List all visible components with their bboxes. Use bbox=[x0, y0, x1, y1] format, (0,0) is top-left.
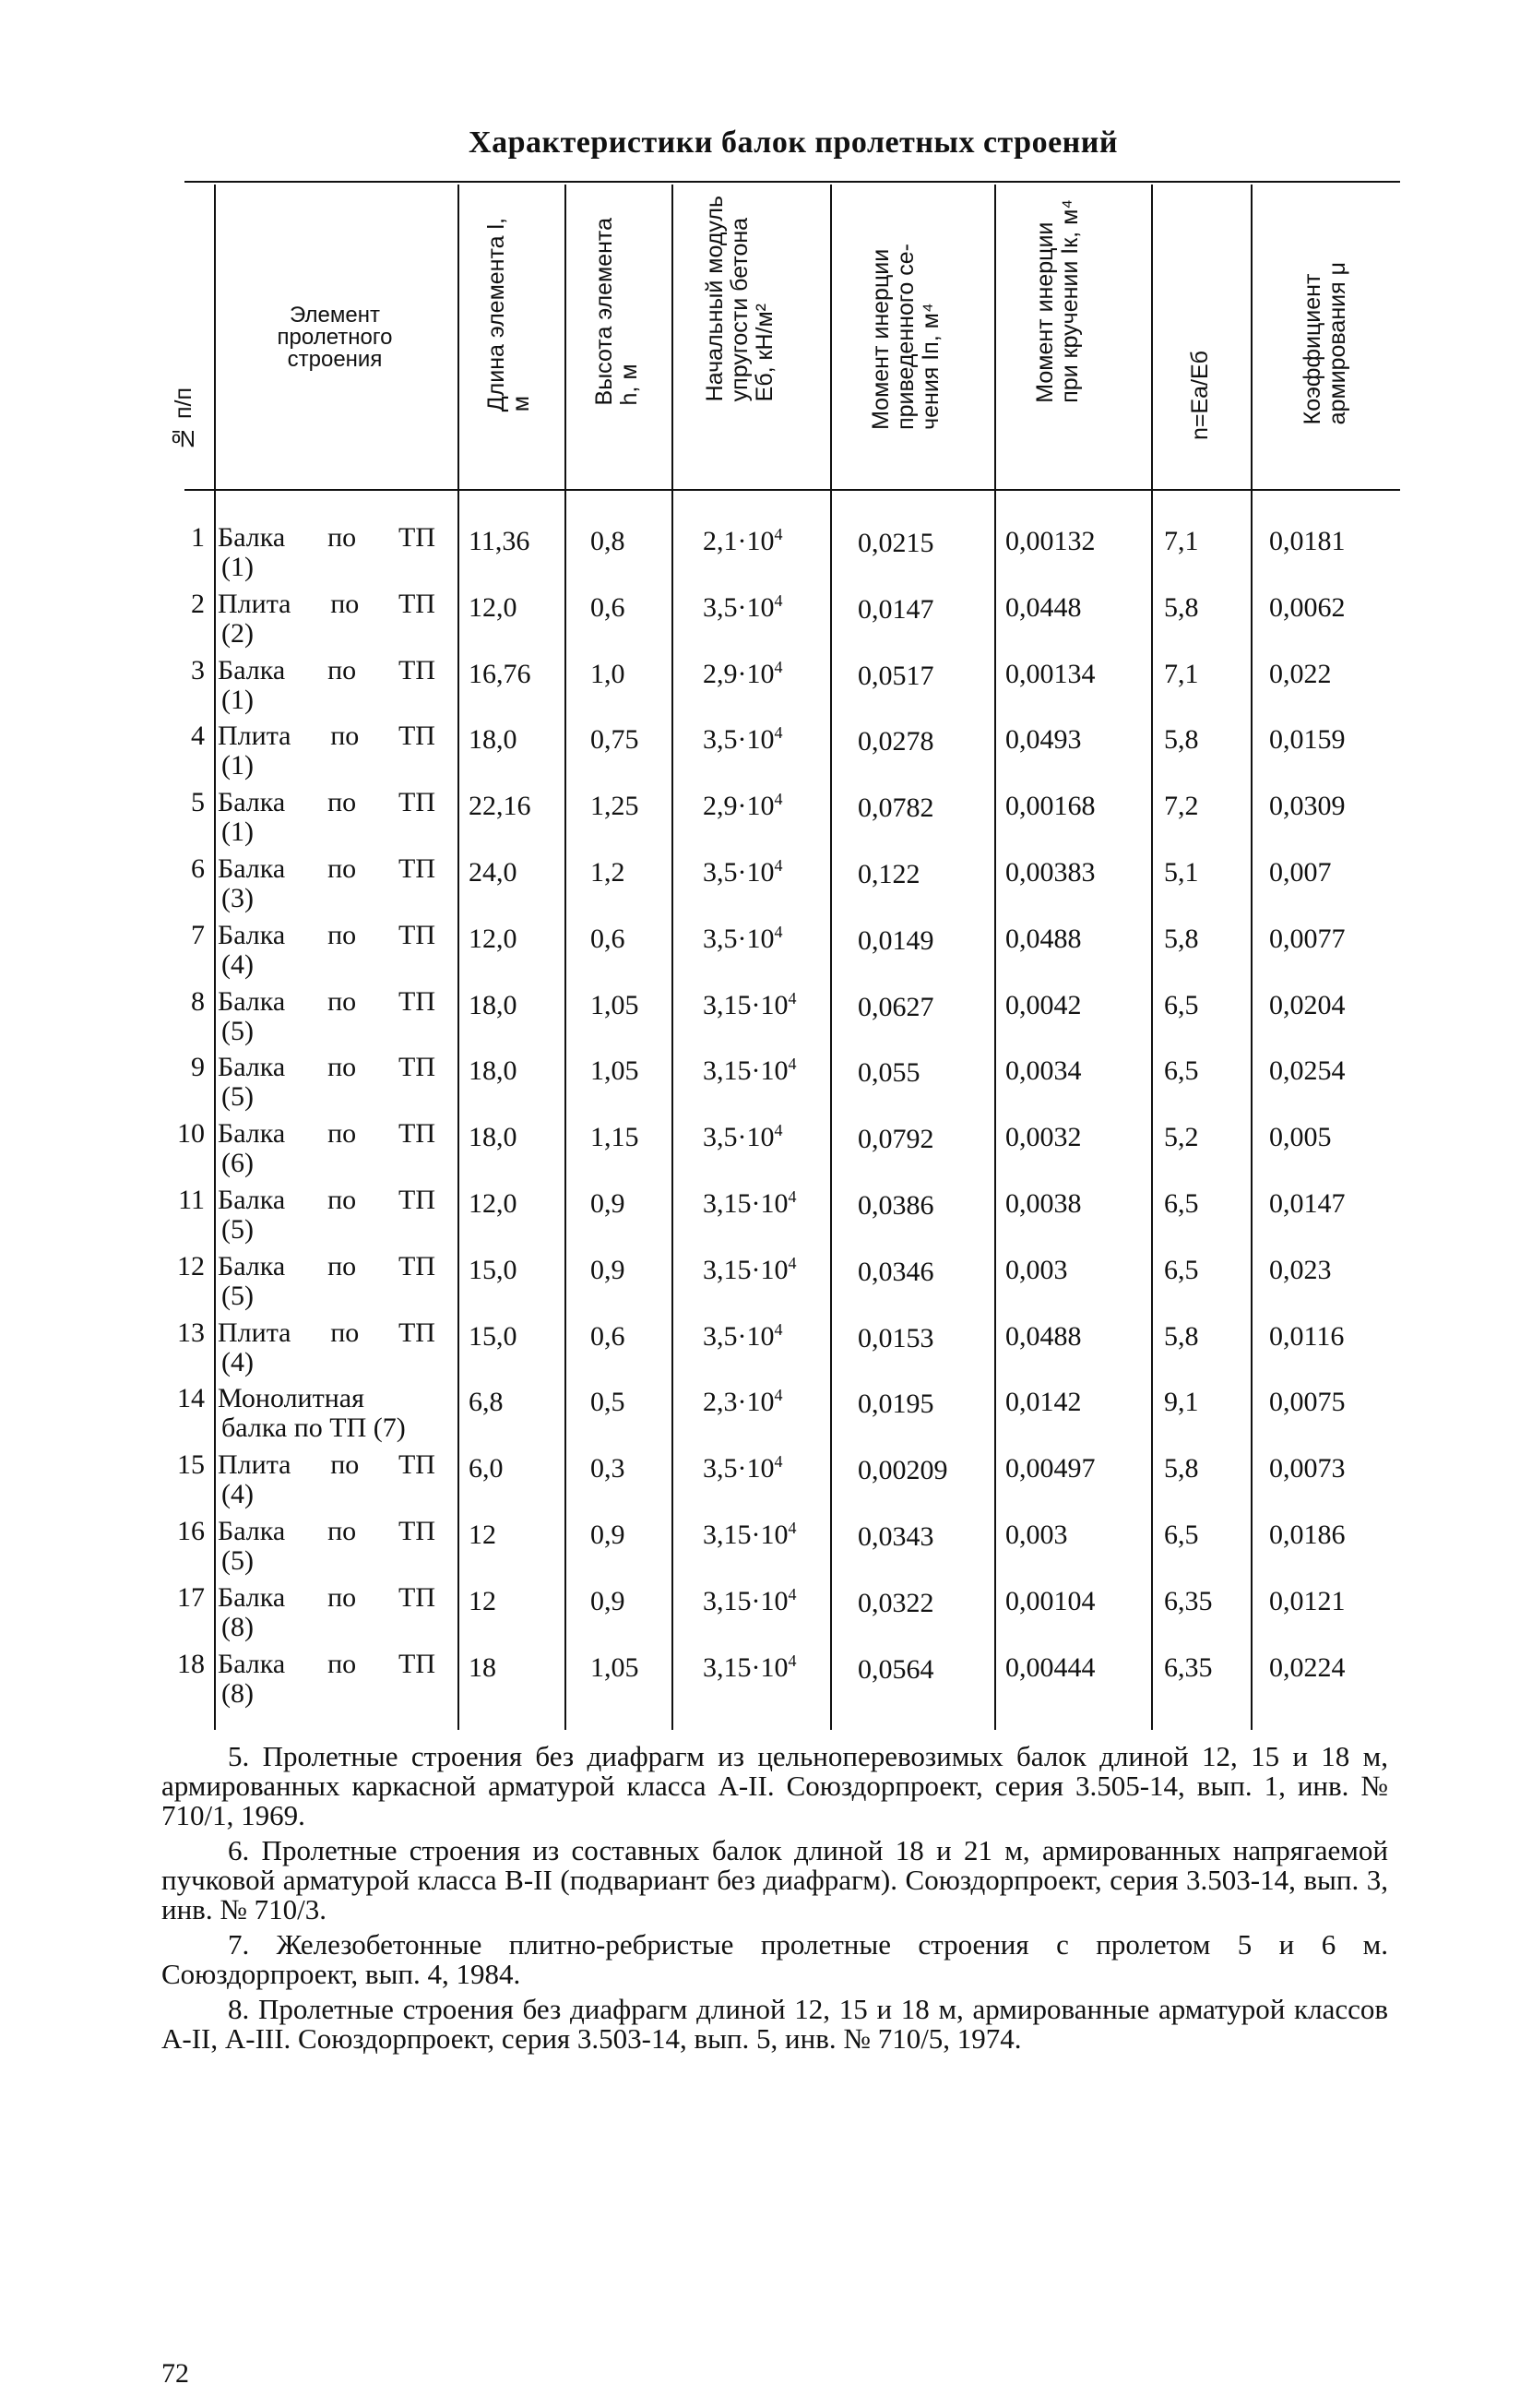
inertia-reduced-value: 0,0386 bbox=[858, 1190, 934, 1221]
ratio-value: 6,35 bbox=[1164, 1585, 1213, 1616]
height-value: 0,9 bbox=[590, 1254, 625, 1285]
ratio-value: 5,8 bbox=[1164, 724, 1199, 756]
inertia-torsion-value: 0,00168 bbox=[1005, 791, 1096, 822]
inertia-torsion-value: 0,0488 bbox=[1005, 923, 1082, 954]
element-name: Балка по ТП bbox=[218, 919, 435, 950]
height-value: 1,05 bbox=[590, 1651, 639, 1683]
ratio-value: 7,1 bbox=[1164, 658, 1199, 689]
row-number: 10 bbox=[177, 1118, 205, 1150]
modulus-value: $3,5\cdot 10^4$ bbox=[703, 922, 783, 954]
table-row bbox=[0, 853, 1520, 920]
inertia-torsion-value: 0,0142 bbox=[1005, 1387, 1082, 1418]
element-ref: (4) bbox=[221, 1346, 254, 1377]
header-inertia-torsion: Момент инерции при кручении Iк, м⁴ bbox=[1032, 199, 1083, 403]
table-row bbox=[0, 1118, 1520, 1185]
height-value: 1,05 bbox=[590, 1055, 639, 1087]
length-value: 6,8 bbox=[469, 1387, 504, 1418]
row-number: 11 bbox=[178, 1185, 205, 1215]
modulus-value: $3,15\cdot 10^4$ bbox=[703, 1519, 797, 1550]
row-number: 7 bbox=[191, 919, 205, 950]
element-ref: (5) bbox=[221, 1015, 254, 1046]
element-name: Плита по ТП bbox=[218, 1449, 435, 1481]
note-item: 6. Пролетные строения из составных балок длиной 18 и 21 м, армированных напрягаемой пучковой арматурой класса В-II (подвариант без диафрагм). Союздорпроект, серия 3.503-14, вып. 3, инв. № 710/3. bbox=[161, 1834, 1388, 1925]
height-value: 1,0 bbox=[590, 658, 625, 689]
element-name: Балка по ТП bbox=[218, 1581, 435, 1613]
reinforcement-value: 0,0186 bbox=[1269, 1520, 1346, 1550]
element-name: Балка по ТП bbox=[218, 985, 435, 1017]
reinforcement-value: 0,023 bbox=[1269, 1254, 1332, 1285]
length-value: 6,0 bbox=[469, 1453, 504, 1484]
row-number: 9 bbox=[191, 1052, 205, 1083]
row-number: 6 bbox=[191, 853, 205, 884]
length-value: 24,0 bbox=[469, 857, 517, 888]
ratio-value: 5,8 bbox=[1164, 1320, 1199, 1352]
modulus-value: $3,15\cdot 10^4$ bbox=[703, 1584, 797, 1616]
page-title: Характеристики балок пролетных строений bbox=[469, 125, 1118, 160]
table-row bbox=[0, 655, 1520, 721]
height-value: 0,75 bbox=[590, 724, 639, 756]
row-number: 18 bbox=[177, 1648, 205, 1679]
note-item: 7. Железобетонные плитно-ребристые пролетные строения с пролетом 5 и 6 м. Союздорпроект, вып. 4, 1984. bbox=[161, 1928, 1388, 1990]
modulus-value: $3,5\cdot 10^4$ bbox=[703, 1452, 783, 1484]
ratio-value: 6,5 bbox=[1164, 1188, 1199, 1219]
row-number: 15 bbox=[177, 1449, 205, 1481]
inertia-torsion-value: 0,003 bbox=[1005, 1254, 1068, 1285]
element-name: Балка по ТП bbox=[218, 1648, 435, 1679]
element-ref: (2) bbox=[221, 617, 254, 649]
modulus-value: $3,15\cdot 10^4$ bbox=[703, 1187, 797, 1219]
reinforcement-value: 0,0121 bbox=[1269, 1585, 1346, 1616]
length-value: 12,0 bbox=[469, 923, 517, 954]
reinforcement-value: 0,0181 bbox=[1269, 526, 1346, 556]
reinforcement-value: 0,007 bbox=[1269, 857, 1332, 888]
inertia-torsion-value: 0,00132 bbox=[1005, 526, 1096, 556]
ratio-value: 6,5 bbox=[1164, 1055, 1199, 1087]
ratio-value: 6,5 bbox=[1164, 1254, 1199, 1285]
table-header-rule bbox=[184, 489, 1400, 491]
inertia-reduced-value: 0,0195 bbox=[858, 1389, 934, 1420]
inertia-torsion-value: 0,0042 bbox=[1005, 989, 1082, 1020]
note-item: 5. Пролетные строения без диафрагм из цельноперевозимых балок длиной 12, 15 и 18 м, армированных каркасной арматурой класса А-II. Союздорпроект, серия 3.505-14, вып. 1, инв. № 710/1, 1969. bbox=[161, 1740, 1388, 1831]
ratio-value: 5,1 bbox=[1164, 857, 1199, 888]
inertia-torsion-value: 0,00134 bbox=[1005, 658, 1096, 689]
header-inertia-reduced: Момент инерции приведенного се- чения Iп, м⁴ bbox=[868, 244, 944, 430]
modulus-value: $3,15\cdot 10^4$ bbox=[703, 988, 797, 1020]
element-ref: (5) bbox=[221, 1545, 254, 1576]
ratio-value: 9,1 bbox=[1164, 1387, 1199, 1418]
element-ref: (1) bbox=[221, 817, 254, 848]
height-value: 0,9 bbox=[590, 1520, 625, 1550]
row-number: 13 bbox=[177, 1317, 205, 1348]
table-row bbox=[0, 1185, 1520, 1251]
inertia-torsion-value: 0,00444 bbox=[1005, 1651, 1096, 1683]
element-ref: (5) bbox=[221, 1280, 254, 1311]
page-number: 72 bbox=[161, 2358, 189, 2389]
row-number: 1 bbox=[191, 522, 205, 553]
modulus-value: $3,15\cdot 10^4$ bbox=[703, 1651, 797, 1683]
element-name: Балка по ТП bbox=[218, 1052, 435, 1083]
element-name: Плита по ТП bbox=[218, 1317, 435, 1348]
ratio-value: 7,1 bbox=[1164, 526, 1199, 556]
length-value: 11,36 bbox=[469, 526, 530, 556]
element-ref: (8) bbox=[221, 1677, 254, 1709]
inertia-reduced-value: 0,0792 bbox=[858, 1124, 934, 1155]
length-value: 12,0 bbox=[469, 1188, 517, 1219]
reinforcement-value: 0,0077 bbox=[1269, 923, 1346, 954]
modulus-value: $3,5\cdot 10^4$ bbox=[703, 856, 783, 888]
length-value: 22,16 bbox=[469, 791, 531, 822]
header-height: Высота элемента h, м bbox=[591, 218, 642, 406]
ratio-value: 5,2 bbox=[1164, 1122, 1199, 1153]
inertia-reduced-value: 0,055 bbox=[858, 1057, 920, 1089]
ratio-value: 6,35 bbox=[1164, 1651, 1213, 1683]
height-value: 0,3 bbox=[590, 1453, 625, 1484]
inertia-reduced-value: 0,122 bbox=[858, 859, 920, 889]
inertia-reduced-value: 0,0564 bbox=[858, 1653, 934, 1685]
reinforcement-value: 0,0224 bbox=[1269, 1651, 1346, 1683]
height-value: 1,25 bbox=[590, 791, 639, 822]
element-name: Балка по ТП bbox=[218, 522, 435, 553]
modulus-value: $2,9\cdot 10^4$ bbox=[703, 657, 783, 689]
header-modulus: Начальный модуль упругости бетона Eб, кН/м² bbox=[702, 196, 778, 402]
row-number: 4 bbox=[191, 721, 205, 752]
inertia-torsion-value: 0,003 bbox=[1005, 1520, 1068, 1550]
row-number: 12 bbox=[177, 1250, 205, 1281]
inertia-reduced-value: 0,0322 bbox=[858, 1587, 934, 1618]
row-number: 2 bbox=[191, 588, 205, 619]
reinforcement-value: 0,0062 bbox=[1269, 591, 1346, 623]
table-row bbox=[0, 1582, 1520, 1649]
element-ref: (8) bbox=[221, 1611, 254, 1642]
table-top-rule bbox=[184, 181, 1400, 183]
inertia-reduced-value: 0,00209 bbox=[858, 1455, 948, 1486]
inertia-reduced-value: 0,0153 bbox=[858, 1322, 934, 1353]
element-name: Балка по ТП bbox=[218, 1516, 435, 1546]
table-row bbox=[0, 1516, 1520, 1582]
element-ref: (4) bbox=[221, 1479, 254, 1510]
inertia-torsion-value: 0,0493 bbox=[1005, 724, 1082, 756]
length-value: 18,0 bbox=[469, 989, 517, 1020]
element-name: Балка по ТП bbox=[218, 787, 435, 818]
header-length: Длина элемента l, м bbox=[483, 218, 534, 412]
table-row bbox=[0, 1317, 1520, 1384]
reinforcement-value: 0,022 bbox=[1269, 658, 1332, 689]
table-row bbox=[0, 1383, 1520, 1449]
table-row bbox=[0, 1251, 1520, 1317]
inertia-torsion-value: 0,0488 bbox=[1005, 1320, 1082, 1352]
header-element: Элемент пролетного строения bbox=[277, 303, 393, 372]
length-value: 12,0 bbox=[469, 591, 517, 623]
inertia-torsion-value: 0,0034 bbox=[1005, 1055, 1082, 1087]
length-value: 18,0 bbox=[469, 1122, 517, 1153]
reinforcement-value: 0,0309 bbox=[1269, 791, 1346, 822]
ratio-value: 5,8 bbox=[1164, 591, 1199, 623]
element-name: Балка по ТП bbox=[218, 853, 435, 884]
notes bbox=[161, 1742, 1388, 2059]
reinforcement-value: 0,0254 bbox=[1269, 1055, 1346, 1087]
inertia-reduced-value: 0,0343 bbox=[858, 1521, 934, 1552]
inertia-reduced-value: 0,0627 bbox=[858, 991, 934, 1022]
modulus-value: $2,1\cdot 10^4$ bbox=[703, 525, 783, 556]
inertia-reduced-value: 0,0782 bbox=[858, 793, 934, 824]
reinforcement-value: 0,0075 bbox=[1269, 1387, 1346, 1418]
ratio-value: 5,8 bbox=[1164, 923, 1199, 954]
element-ref: (5) bbox=[221, 1081, 254, 1113]
inertia-torsion-value: 0,00383 bbox=[1005, 857, 1096, 888]
table-row bbox=[0, 986, 1520, 1053]
height-value: 1,05 bbox=[590, 989, 639, 1020]
height-value: 0,5 bbox=[590, 1387, 625, 1418]
length-value: 18 bbox=[469, 1651, 496, 1683]
row-number: 14 bbox=[177, 1383, 205, 1414]
length-value: 15,0 bbox=[469, 1320, 517, 1352]
ratio-value: 6,5 bbox=[1164, 989, 1199, 1020]
table-row bbox=[0, 787, 1520, 853]
length-value: 18,0 bbox=[469, 1055, 517, 1087]
table-row bbox=[0, 1649, 1520, 1715]
height-value: 0,8 bbox=[590, 526, 625, 556]
table-row bbox=[0, 522, 1520, 589]
modulus-value: $3,5\cdot 10^4$ bbox=[703, 723, 783, 756]
height-value: 0,6 bbox=[590, 1320, 625, 1352]
length-value: 18,0 bbox=[469, 724, 517, 756]
length-value: 15,0 bbox=[469, 1254, 517, 1285]
reinforcement-value: 0,0159 bbox=[1269, 724, 1346, 756]
height-value: 0,9 bbox=[590, 1188, 625, 1219]
inertia-torsion-value: 0,0448 bbox=[1005, 591, 1082, 623]
header-num: № п/п bbox=[171, 387, 196, 451]
row-number: 5 bbox=[191, 787, 205, 818]
header-ratio: n=Eа/Eб bbox=[1187, 351, 1213, 441]
element-name: Балка по ТП bbox=[218, 654, 435, 685]
element-ref: (4) bbox=[221, 948, 254, 980]
modulus-value: $3,5\cdot 10^4$ bbox=[703, 1319, 783, 1352]
ratio-value: 6,5 bbox=[1164, 1520, 1199, 1550]
inertia-torsion-value: 0,0032 bbox=[1005, 1122, 1082, 1153]
height-value: 0,6 bbox=[590, 923, 625, 954]
reinforcement-value: 0,005 bbox=[1269, 1122, 1332, 1153]
inertia-reduced-value: 0,0346 bbox=[858, 1256, 934, 1287]
row-number: 8 bbox=[191, 985, 205, 1017]
element-name: Плита по ТП bbox=[218, 588, 435, 619]
length-value: 12 bbox=[469, 1585, 496, 1616]
element-ref: (5) bbox=[221, 1214, 254, 1245]
element-name: Монолитная bbox=[218, 1383, 364, 1414]
length-value: 12 bbox=[469, 1520, 496, 1550]
length-value: 16,76 bbox=[469, 658, 531, 689]
table-row bbox=[0, 1052, 1520, 1118]
height-value: 1,15 bbox=[590, 1122, 639, 1153]
modulus-value: $3,15\cdot 10^4$ bbox=[703, 1253, 797, 1285]
element-ref: (1) bbox=[221, 750, 254, 781]
row-number: 3 bbox=[191, 654, 205, 685]
modulus-value: $2,3\cdot 10^4$ bbox=[703, 1386, 783, 1418]
note-item: 8. Пролетные строения без диафрагм длиной 12, 15 и 18 м, армированные арматурой классов А-II, А-III. Союздорпроект, серия 3.503-14, вып. 5, инв. № 710/5, 1974. bbox=[161, 1993, 1388, 2055]
reinforcement-value: 0,0073 bbox=[1269, 1453, 1346, 1484]
height-value: 0,9 bbox=[590, 1585, 625, 1616]
table-row bbox=[0, 721, 1520, 787]
height-value: 1,2 bbox=[590, 857, 625, 888]
modulus-value: $3,5\cdot 10^4$ bbox=[703, 1121, 783, 1153]
row-number: 17 bbox=[177, 1581, 205, 1613]
inertia-reduced-value: 0,0278 bbox=[858, 726, 934, 757]
element-name: Балка по ТП bbox=[218, 1250, 435, 1281]
modulus-value: $2,9\cdot 10^4$ bbox=[703, 790, 783, 822]
modulus-value: $3,5\cdot 10^4$ bbox=[703, 590, 783, 623]
table-row bbox=[0, 589, 1520, 655]
element-ref: (1) bbox=[221, 684, 254, 715]
inertia-reduced-value: 0,0215 bbox=[858, 528, 934, 558]
ratio-value: 7,2 bbox=[1164, 791, 1199, 822]
table-row bbox=[0, 1449, 1520, 1516]
reinforcement-value: 0,0116 bbox=[1269, 1320, 1345, 1352]
height-value: 0,6 bbox=[590, 591, 625, 623]
element-ref: (6) bbox=[221, 1148, 254, 1179]
ratio-value: 5,8 bbox=[1164, 1453, 1199, 1484]
inertia-reduced-value: 0,0149 bbox=[858, 924, 934, 956]
element-name: Плита по ТП bbox=[218, 721, 435, 752]
inertia-torsion-value: 0,00497 bbox=[1005, 1453, 1096, 1484]
inertia-torsion-value: 0,00104 bbox=[1005, 1585, 1096, 1616]
element-ref: (1) bbox=[221, 552, 254, 582]
inertia-reduced-value: 0,0147 bbox=[858, 593, 934, 625]
row-number: 16 bbox=[177, 1516, 205, 1546]
element-ref: (3) bbox=[221, 883, 254, 913]
inertia-reduced-value: 0,0517 bbox=[858, 660, 934, 691]
modulus-value: $3,15\cdot 10^4$ bbox=[703, 1055, 797, 1087]
inertia-torsion-value: 0,0038 bbox=[1005, 1188, 1082, 1219]
header-reinforcement: Коэффициент армирования μ bbox=[1300, 262, 1350, 425]
reinforcement-value: 0,0204 bbox=[1269, 989, 1346, 1020]
element-name: Балка по ТП bbox=[218, 1118, 435, 1150]
reinforcement-value: 0,0147 bbox=[1269, 1188, 1346, 1219]
table-row bbox=[0, 920, 1520, 986]
element-ref: балка по ТП (7) bbox=[221, 1413, 406, 1444]
element-name: Балка по ТП bbox=[218, 1185, 435, 1215]
